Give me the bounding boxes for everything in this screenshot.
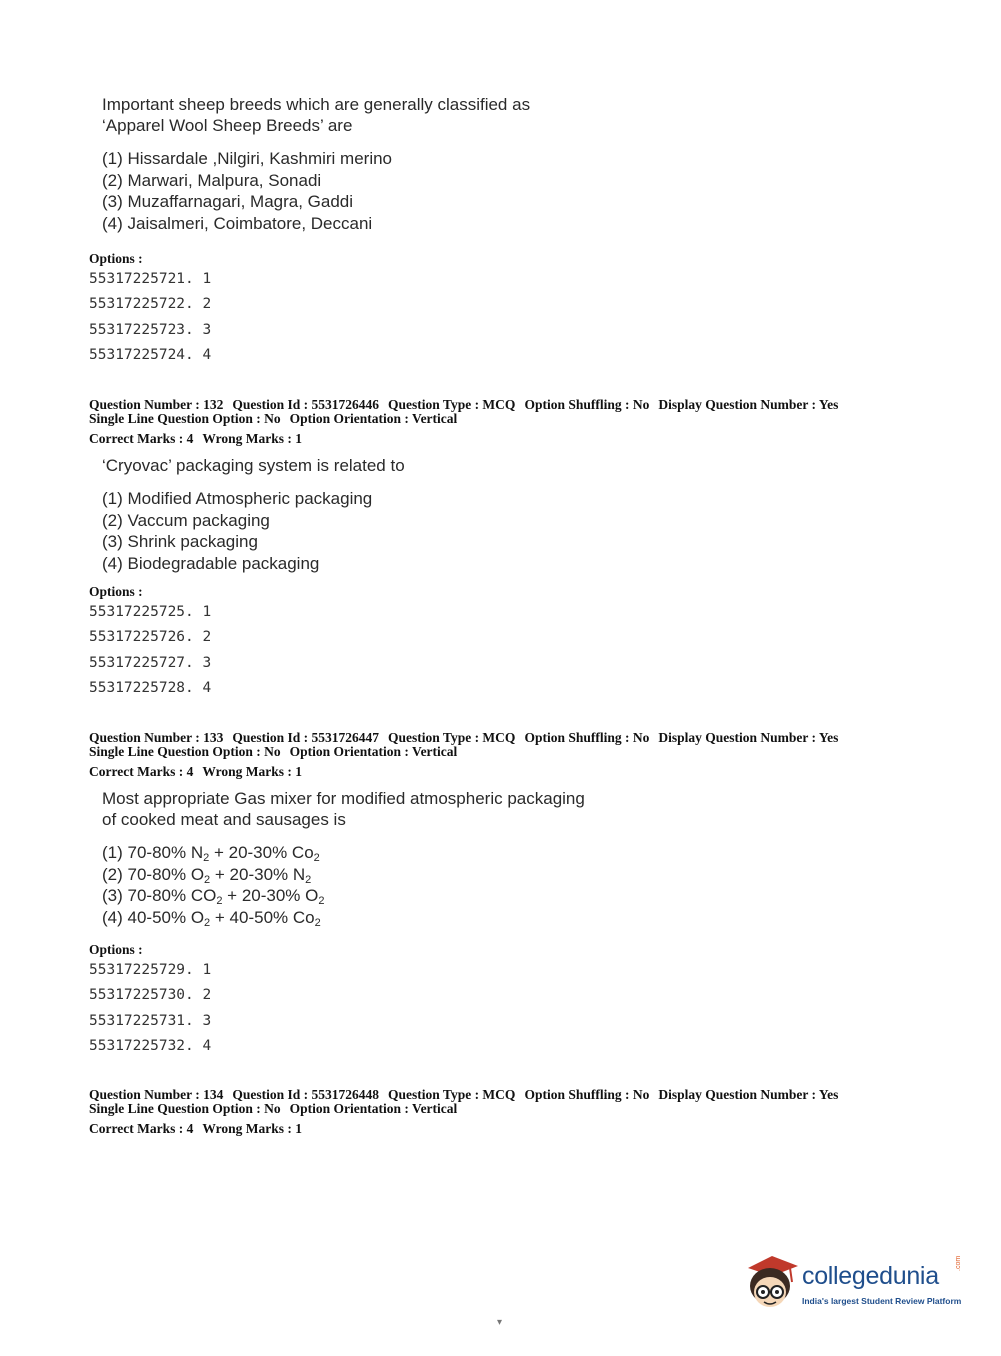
mascot-icon [742, 1248, 802, 1314]
logo-suffix: .com [955, 1255, 962, 1271]
q133-question-type: Question Type : MCQ [388, 730, 516, 745]
q131-choices [102, 148, 530, 234]
q134-meta-line3 [89, 1121, 311, 1136]
q132-question-number: Question Number : 132 [89, 397, 224, 412]
q133-choice-1: (1) 70-80% $N_2 + 20-30\%$ $Co_2$ [102, 843, 320, 864]
q132-option-shuffling: Option Shuffling : No [524, 397, 650, 412]
q133-option-id-1: 55317225729. 1 [89, 962, 212, 978]
q133-meta-line1 [89, 730, 847, 745]
q134-display-number: Display Question Number : Yes [658, 1087, 839, 1102]
q134-question-number: Question Number : 134 [89, 1087, 224, 1102]
q131-choice-2: (2) Marwari, Malpura, Sonadi [102, 170, 322, 190]
q133-option-ids [89, 958, 211, 1059]
q132-option-id-2: 55317225726. 2 [89, 629, 212, 646]
q131-option-ids [89, 267, 211, 368]
q131-text-line2: ‘Apparel Wool Sheep Breeds’ are [102, 116, 353, 135]
q132-question [102, 455, 405, 574]
q134-meta-line2 [89, 1101, 466, 1116]
q133-question [102, 788, 585, 928]
q132-options-label: Options : [89, 584, 143, 599]
q133-choice-4: (4) 40-50% $O_2 + 40-50\%$ $Co_2$ [102, 907, 321, 929]
q131-option-id-1: 55317225721. 1 [89, 271, 212, 287]
q133-orientation: Option Orientation : Vertical [289, 744, 458, 759]
collegedunia-logo [742, 1248, 967, 1320]
q134-correct-marks: Correct Marks : 4 [89, 1121, 194, 1136]
q132-meta-line3 [89, 431, 311, 446]
q133-options-label: Options : [89, 942, 143, 957]
q133-option-id-2: 55317225730. 2 [89, 987, 212, 1004]
logo-tagline: India's largest Student Review Platform [802, 1296, 962, 1306]
q131-choice-3: (3) Muzaffarnagari, Magra, Gaddi [102, 192, 354, 211]
q133-meta-line2 [89, 744, 466, 759]
q134-question-id: Question Id : 5531726448 [232, 1087, 380, 1102]
q134-single-line: Single Line Question Option : No [89, 1101, 281, 1116]
q133-display-number: Display Question Number : Yes [658, 730, 839, 745]
q131-text-line1: Important sheep breeds which are generally classified as [102, 95, 531, 114]
q131-option-id-3: 55317225723. 3 [89, 321, 212, 338]
q132-orientation: Option Orientation : Vertical [289, 411, 458, 426]
q132-choice-3: (3) Shrink packaging [102, 532, 258, 551]
q132-meta-line1 [89, 397, 847, 412]
q132-option-ids [89, 600, 211, 701]
q134-wrong-marks: Wrong Marks : 1 [202, 1121, 302, 1136]
q132-choice-4: (4) Biodegradable packaging [102, 553, 320, 573]
q131-option-id-2: 55317225722. 2 [89, 296, 212, 313]
q132-single-line: Single Line Question Option : No [89, 411, 281, 426]
q133-question-id: Question Id : 5531726447 [232, 730, 380, 745]
q131-option-id-4: 55317225724. 4 [89, 346, 212, 363]
q134-orientation: Option Orientation : Vertical [289, 1101, 458, 1116]
q132-text-line1: ‘Cryovac’ packaging system is related to [102, 456, 405, 475]
q132-question-type: Question Type : MCQ [388, 397, 516, 412]
q132-display-number: Display Question Number : Yes [658, 397, 839, 412]
q133-option-shuffling: Option Shuffling : No [524, 730, 650, 745]
q134-question-type: Question Type : MCQ [388, 1087, 516, 1102]
logo-wordmark: collegedunia [802, 1262, 939, 1290]
q133-option-id-4: 55317225732. 4 [89, 1037, 212, 1054]
q132-meta-line2 [89, 411, 466, 426]
q133-choices [102, 842, 585, 928]
q132-correct-marks: Correct Marks : 4 [89, 431, 194, 446]
q133-text-line1: Most appropriate Gas mixer for modified atmospheric packaging [102, 789, 585, 808]
q133-option-id-3: 55317225731. 3 [89, 1012, 212, 1029]
q132-option-id-1: 55317225725. 1 [89, 604, 212, 620]
q133-meta-line3 [89, 764, 311, 779]
q132-choice-1: (1) Modified Atmospheric packaging [102, 489, 373, 508]
q132-option-id-4: 55317225728. 4 [89, 679, 212, 696]
q131-choice-1: (1) Hissardale ,Nilgiri, Kashmiri merino [102, 149, 393, 168]
q133-single-line: Single Line Question Option : No [89, 744, 281, 759]
q132-question-id: Question Id : 5531726446 [232, 397, 380, 412]
q133-choice-2: (2) 70-80% $O_2 + 20-30\%$ $N_2$ [102, 864, 312, 886]
q132-wrong-marks: Wrong Marks : 1 [202, 431, 302, 446]
q133-text-line2: of cooked meat and sausages is [102, 810, 346, 829]
q133-wrong-marks: Wrong Marks : 1 [202, 764, 302, 779]
q131-options-label: Options : [89, 251, 143, 266]
q132-option-id-3: 55317225727. 3 [89, 654, 212, 671]
footer-mark: ▾ [497, 1317, 503, 1328]
q133-correct-marks: Correct Marks : 4 [89, 764, 194, 779]
q134-option-shuffling: Option Shuffling : No [524, 1087, 650, 1102]
q134-meta-line1 [89, 1087, 847, 1102]
q133-choice-3: (3) 70-80% $CO_2 + 20-30\%$ $O_2$ [102, 886, 325, 907]
q132-choices [102, 488, 405, 574]
q131-question [102, 94, 530, 234]
q132-choice-2: (2) Vaccum packaging [102, 510, 270, 530]
q131-choice-4: (4) Jaisalmeri, Coimbatore, Deccani [102, 213, 373, 233]
q133-question-number: Question Number : 133 [89, 730, 224, 745]
